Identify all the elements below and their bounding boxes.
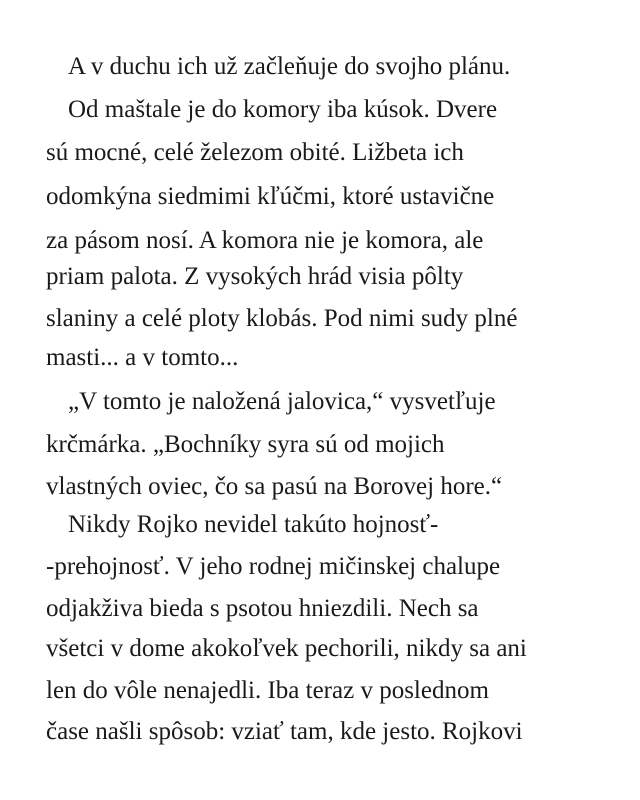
- text-line-12: Nikdy Rojko nevidel takúto hojnosť-: [68, 511, 439, 538]
- text-line-7: slaniny a celé ploty klobás. Pod nimi sudy plné: [46, 305, 518, 332]
- text-line-4: odomkýna siedmimi kľúčmi, ktoré ustavične: [46, 183, 495, 210]
- text-line-6: priam palota. Z vysokých hrád visia pôlty: [46, 263, 464, 290]
- text-line-8: masti... a v tomto...: [46, 344, 239, 371]
- text-line-3: sú mocné, celé železom obité. Ližbeta ich: [46, 139, 464, 166]
- text-line-5: za pásom nosí. A komora nie je komora, ale: [46, 227, 484, 254]
- text-line-15: všetci v dome akokoľvek pechorili, nikdy sa ani: [46, 635, 527, 662]
- text-line-10: krčmárka. „Bochníky syra sú od mojich: [46, 431, 445, 458]
- text-line-11: vlastných oviec, čo sa pasú na Borovej hore.“: [46, 473, 503, 500]
- text-line-13: -prehojnosť. V jeho rodnej mičinskej chalupe: [46, 553, 501, 580]
- text-line-17: čase našli spôsob: vziať tam, kde jesto. Rojkovi: [46, 718, 523, 745]
- text-line-16: len do vôle nenajedli. Iba teraz v poslednom: [46, 677, 489, 704]
- text-line-14: odjakživa bieda s psotou hniezdili. Nech sa: [46, 595, 479, 622]
- text-line-1: A v duchu ich už začleňuje do svojho plánu.: [68, 53, 511, 80]
- text-line-2: Od maštale je do komory iba kúsok. Dvere: [68, 96, 498, 123]
- text-line-9: „V tomto je naložená jalovica,“ vysvetľuje: [68, 388, 496, 415]
